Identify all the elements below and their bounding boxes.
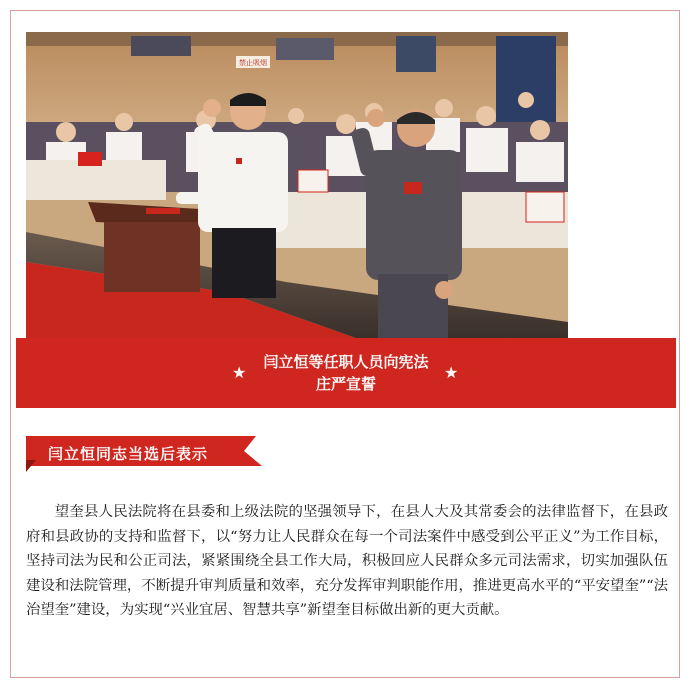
statement-paragraph: 望奎县人民法院将在县委和上级法院的坚强领导下，在县人大及其常委会的法律监督下，在县政府和县政协的支持和监督下，以“努力让人民群众在每一个司法案件中感受到公平正义”为工作目标，坚持司法为民和公正司法，紧紧围绕全县工作大局，积极回应人民群众多元司法需求，切实加强队伍建设和法院管理，不断提升审判质量和效率，充分发挥审判职能作用，推进更高水平的“平安望奎”“法治望奎”建设，为实现“兴业宜居、智慧共享”新望奎目标做出新的更大贡献。 [26, 504, 668, 618]
caption-line-2: 庄严宣誓 [315, 375, 376, 393]
photo-caption [16, 338, 676, 408]
star-icon-right: ★ [444, 363, 459, 382]
section-tag-label: 闫立恒同志当选后表示 [48, 445, 209, 463]
photo-illustration [26, 32, 568, 338]
section-tag [26, 436, 262, 472]
caption-line-1: 闫立恒等任职人员向宪法 [263, 353, 429, 371]
constitution-book [146, 208, 180, 214]
no-smoking-sign-text: 禁止吸烟 [239, 59, 267, 67]
photo-caption-band [16, 338, 676, 408]
oath-ceremony-photo [26, 32, 568, 338]
star-icon-left: ★ [232, 363, 247, 382]
